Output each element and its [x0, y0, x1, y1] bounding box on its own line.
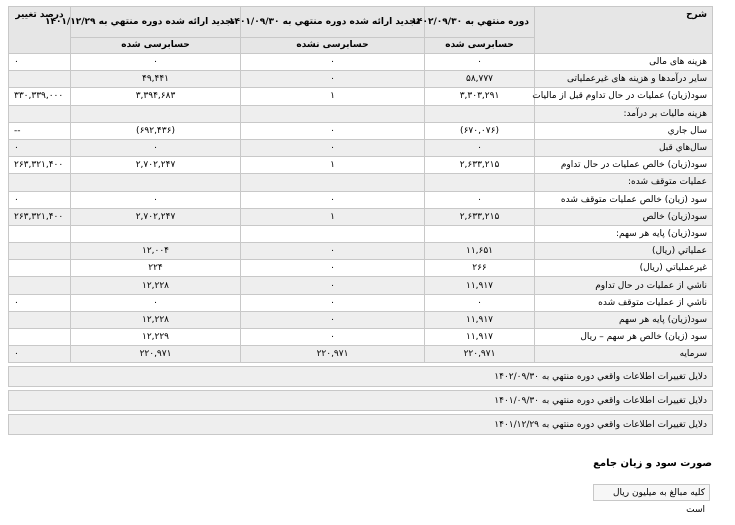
value-1402-09-30: ۰	[425, 139, 535, 156]
row-label: عملیات متوقف شده:	[535, 174, 713, 191]
value-1401-09-30	[241, 225, 425, 242]
table-row	[9, 191, 713, 208]
table-body	[9, 54, 713, 363]
value-1402-09-30: ۱۱,۹۱۷	[425, 311, 535, 328]
value-1401-09-30: ۰	[241, 277, 425, 294]
value-1401-09-30: ۰	[241, 191, 425, 208]
value-1401-12-29: ۳,۳۹۴,۶۸۳	[71, 88, 241, 105]
value-percent-change	[9, 311, 71, 328]
table-row	[9, 105, 713, 122]
value-percent-change: --	[9, 122, 71, 139]
value-1401-12-29	[71, 105, 241, 122]
income-statement-table	[8, 6, 713, 435]
value-1401-12-29: ۲,۷۰۲,۲۴۷	[71, 157, 241, 174]
value-1401-09-30: ۱	[241, 208, 425, 225]
value-percent-change	[9, 174, 71, 191]
value-1401-09-30: ۱	[241, 157, 425, 174]
row-label: سود (زیان) خالص عملیات متوقف شده	[535, 191, 713, 208]
value-1401-12-29: ۲۲۰,۹۷۱	[71, 346, 241, 363]
row-label: سایر درآمدها و هزینه های غیرعملیاتی	[535, 71, 713, 88]
value-percent-change: ۰	[9, 294, 71, 311]
table-row	[9, 139, 713, 156]
table-row	[9, 174, 713, 191]
value-1402-09-30: ۰	[425, 294, 535, 311]
row-label: سال جاري	[535, 122, 713, 139]
table-row	[9, 260, 713, 277]
table-row	[9, 71, 713, 88]
value-percent-change	[9, 71, 71, 88]
value-percent-change	[9, 225, 71, 242]
header-description: شرح	[535, 7, 713, 54]
value-1401-09-30: ۰	[241, 260, 425, 277]
value-1402-09-30: ۱۱,۶۵۱	[425, 243, 535, 260]
value-percent-change: ۰	[9, 139, 71, 156]
row-label: سال‌هاي قبل	[535, 139, 713, 156]
value-1401-09-30: ۰	[241, 329, 425, 346]
value-1402-09-30: ۲۲۰,۹۷۱	[425, 346, 535, 363]
value-1401-09-30: ۰	[241, 139, 425, 156]
table-row	[9, 294, 713, 311]
table-row	[9, 225, 713, 242]
table-row	[9, 311, 713, 328]
value-1402-09-30: ۱۱,۹۱۷	[425, 329, 535, 346]
value-1401-09-30	[241, 174, 425, 191]
value-1402-09-30	[425, 105, 535, 122]
table-row	[9, 54, 713, 71]
value-1402-09-30	[425, 225, 535, 242]
value-1401-12-29: (۶۹۲,۴۳۶)	[71, 122, 241, 139]
reason-row	[9, 415, 713, 435]
value-percent-change	[9, 260, 71, 277]
value-1401-12-29: ۰	[71, 54, 241, 71]
row-label: عملیاتي (ریال)	[535, 243, 713, 260]
reasons-body	[9, 363, 713, 435]
reason-row	[9, 391, 713, 411]
table-row	[9, 208, 713, 225]
row-label: سود(زیان) خالص	[535, 208, 713, 225]
row-label: سود(زیان) عملیات در حال تداوم قبل از مالیات	[535, 88, 713, 105]
row-label: سود(زیان) خالص عملیات در حال تداوم	[535, 157, 713, 174]
value-percent-change: ۲۶۳,۳۲۱,۴۰۰	[9, 208, 71, 225]
row-label: سود (زیان) خالص هر سهم – ریال	[535, 329, 713, 346]
value-1401-12-29	[71, 225, 241, 242]
value-1402-09-30: ۰	[425, 191, 535, 208]
audit-status-3: حسابرسی شده	[71, 38, 241, 54]
value-1402-09-30	[425, 174, 535, 191]
table-row	[9, 157, 713, 174]
row-label: ناشي از عملیات متوقف شده	[535, 294, 713, 311]
value-1401-12-29: ۱۲,۰۰۴	[71, 243, 241, 260]
value-percent-change	[9, 329, 71, 346]
row-label: ناشي از عملیات در حال تداوم	[535, 277, 713, 294]
value-1401-12-29: ۰	[71, 191, 241, 208]
value-percent-change	[9, 277, 71, 294]
value-percent-change: ۰	[9, 191, 71, 208]
table-row	[9, 122, 713, 139]
row-label: سرمایه	[535, 346, 713, 363]
value-1402-09-30: ۰	[425, 54, 535, 71]
table-row	[9, 243, 713, 260]
value-1401-12-29: ۰	[71, 139, 241, 156]
value-percent-change: ۳۳۰,۳۳۹,۰۰۰	[9, 88, 71, 105]
table-row	[9, 277, 713, 294]
value-1402-09-30: ۲,۶۳۳,۲۱۵	[425, 157, 535, 174]
value-1401-09-30: ۰	[241, 71, 425, 88]
value-1401-09-30: ۲۲۰,۹۷۱	[241, 346, 425, 363]
value-1401-09-30: ۱	[241, 88, 425, 105]
value-1401-09-30: ۰	[241, 54, 425, 71]
reason-row	[9, 367, 713, 387]
value-1401-09-30: ۰	[241, 311, 425, 328]
row-label: سود(زیان) پایه هر سهم	[535, 311, 713, 328]
section-title: صورت سود و زیان جامع	[593, 458, 712, 469]
value-1401-09-30: ۰	[241, 294, 425, 311]
value-1402-09-30: ۱۱,۹۱۷	[425, 277, 535, 294]
header-percent-change: درصد تغییر	[9, 7, 71, 54]
value-1402-09-30: ۲,۶۳۳,۲۱۵	[425, 208, 535, 225]
value-percent-change: ۰	[9, 346, 71, 363]
value-1402-09-30: ۲۶۶	[425, 260, 535, 277]
row-label: سود(زیان) پایه هر سهم:	[535, 225, 713, 242]
audit-status-1: حسابرسی شده	[425, 38, 535, 54]
header-period-1402-09-30: دوره منتهي به ۱۴۰۲/۰۹/۳۰	[425, 7, 535, 38]
audit-status-2: حسابرسی نشده	[241, 38, 425, 54]
value-1401-09-30: ۰	[241, 122, 425, 139]
value-percent-change	[9, 105, 71, 122]
header-period-1401-09-30: تجدید ارائه شده دوره منتهي به ۱۴۰۱/۰۹/۳۰	[241, 7, 425, 38]
reason-text: دلایل تغییرات اطلاعات واقعي دوره منتهي به ۱۴۰۱/۱۲/۲۹	[9, 415, 713, 435]
value-1402-09-30: ۳,۳۰۳,۲۹۱	[425, 88, 535, 105]
table-row	[9, 346, 713, 363]
unit-note: کلیه مبالغ به میلیون ریال است	[593, 484, 710, 501]
value-1401-12-29: ۴۹,۴۴۱	[71, 71, 241, 88]
row-label: هزینه های مالی	[535, 54, 713, 71]
table-row	[9, 329, 713, 346]
value-1401-09-30	[241, 105, 425, 122]
header-period-1401-12-29: تجدید ارائه شده دوره منتهي به ۱۴۰۱/۱۲/۲۹	[71, 7, 241, 38]
value-percent-change: ۲۶۳,۳۲۱,۴۰۰	[9, 157, 71, 174]
value-1401-12-29: ۱۲,۲۲۸	[71, 277, 241, 294]
row-label: هزینه مالیات بر درآمد:	[535, 105, 713, 122]
value-1401-12-29: ۲,۷۰۲,۲۴۷	[71, 208, 241, 225]
value-percent-change: ۰	[9, 54, 71, 71]
value-percent-change	[9, 243, 71, 260]
value-1402-09-30: (۶۷۰,۰۷۶)	[425, 122, 535, 139]
value-1401-12-29: ۲۲۴	[71, 260, 241, 277]
reason-text: دلایل تغییرات اطلاعات واقعي دوره منتهي به ۱۴۰۲/۰۹/۳۰	[9, 367, 713, 387]
value-1401-12-29: ۰	[71, 294, 241, 311]
row-label: غیرعملیاتي (ریال)	[535, 260, 713, 277]
table-row	[9, 88, 713, 105]
value-1401-09-30: ۰	[241, 243, 425, 260]
value-1401-12-29	[71, 174, 241, 191]
value-1402-09-30: ۵۸,۷۷۷	[425, 71, 535, 88]
value-1401-12-29: ۱۲,۲۲۹	[71, 329, 241, 346]
reason-text: دلایل تغییرات اطلاعات واقعي دوره منتهي به ۱۴۰۱/۰۹/۳۰	[9, 391, 713, 411]
value-1401-12-29: ۱۲,۲۲۸	[71, 311, 241, 328]
